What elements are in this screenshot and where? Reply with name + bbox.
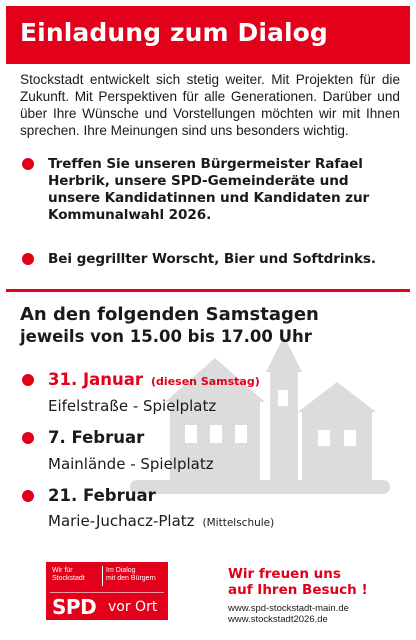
saturdays-heading: [20, 304, 400, 348]
place-2: [48, 454, 214, 474]
logo-text: mit den Bürgern: [106, 575, 156, 582]
header-banner: [6, 6, 410, 64]
logo-text: Im Dialog: [106, 567, 136, 574]
place-1: [48, 396, 216, 416]
date-2-label: 7. Februar: [48, 428, 145, 447]
date-3: [48, 486, 156, 506]
date-3-label: 21. Februar: [48, 486, 156, 505]
saturdays-title: An den folgenden Samstagen: [20, 304, 319, 325]
place-3-label: Marie-Juchacz-Platz: [48, 512, 195, 530]
place-3-note: (Mittelschule): [202, 517, 275, 529]
bullet-icon: [22, 490, 34, 502]
logo-spd: SPD: [52, 595, 97, 619]
bullet-icon: [22, 432, 34, 444]
place-1-label: Eifelstraße - Spielplatz: [48, 397, 217, 415]
welcome-line-1: Wir freuen uns: [228, 566, 341, 582]
welcome-line-2: auf Ihren Besuch !: [228, 582, 368, 598]
spd-logo: [46, 562, 168, 620]
logo-divider: [50, 592, 164, 593]
section-divider: [6, 289, 410, 292]
logo-cell-left: [52, 567, 85, 583]
bullet-icon: [22, 158, 34, 170]
welcome-text: [228, 566, 408, 598]
logo-text: Stockstadt: [52, 575, 85, 582]
intro-text: Stockstadt entwickelt sich stetig weiter. Mit Projekten für die Zukunft. Mit Perspektiven für alle Generationen. Darüber und über Ihre Wünsche und Vorstellungen möchten wir mit Ihnen sprechen. Ihre Meinungen sind uns besonders wichtig.: [20, 72, 400, 138]
bullet-icon: [22, 374, 34, 386]
bullet-text-meeting: Treffen Sie unseren Bürgermeister Rafael Herbrik, unsere SPD-Gemeinderäte und unsere Kandidatinnen und Kandidaten zur Kommunalwahl 2026.: [48, 156, 370, 223]
place-3: [48, 511, 274, 533]
logo-divider: [102, 566, 103, 586]
date-1-note: (diesen Samstag): [151, 375, 260, 388]
website-list: [228, 603, 410, 625]
logo-text: Wir für: [52, 567, 73, 574]
website-link-spd[interactable]: www.spd-stockstadt-main.de: [228, 603, 349, 614]
website-link-2026[interactable]: www.stockstadt2026.de: [228, 614, 328, 625]
date-1-label: 31. Januar: [48, 370, 144, 389]
logo-vor-ort: vor Ort: [108, 599, 158, 615]
date-1: [48, 370, 260, 392]
castle-watermark-icon: [130, 330, 390, 510]
logo-cell-right: [106, 567, 156, 583]
bullet-text-food: Bei gegrillter Worscht, Bier und Softdrinks.: [48, 251, 376, 267]
place-2-label: Mainlände - Spielplatz: [48, 455, 214, 473]
date-2: [48, 428, 144, 448]
saturdays-time: jeweils von 15.00 bis 17.00 Uhr: [20, 327, 312, 346]
bullet-icon: [22, 253, 34, 265]
page-title: Einladung zum Dialog: [20, 18, 328, 47]
